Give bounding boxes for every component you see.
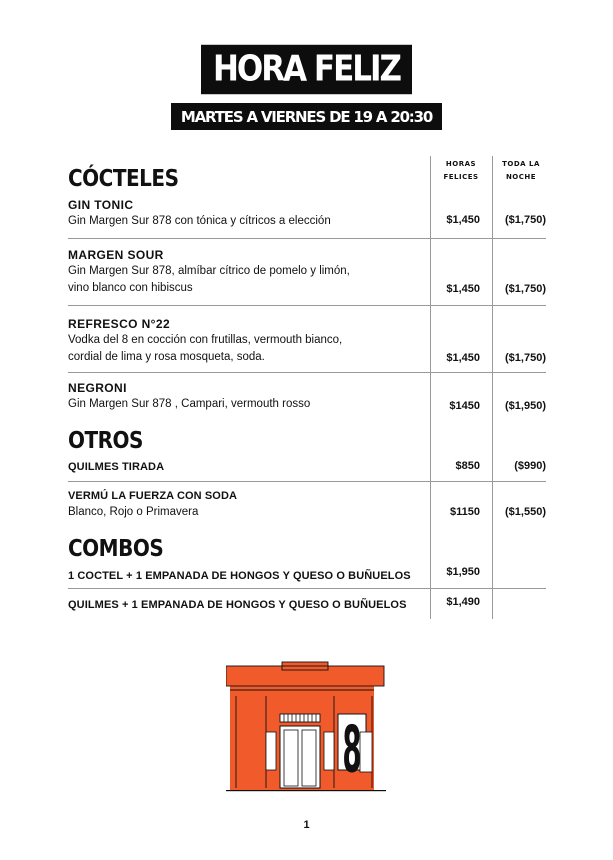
row-divider <box>68 481 546 482</box>
menu-item-quilmes-tirada <box>68 459 546 475</box>
row-divider <box>68 305 546 306</box>
price-happy-hour: $850 <box>455 460 480 472</box>
column-header-line: TODA LA <box>502 160 540 168</box>
section-title-otros: OTROS <box>68 426 143 454</box>
column-header-line: HORAS <box>445 160 477 168</box>
item-name: NEGRONI <box>68 381 127 395</box>
section-title-combos: COMBOS <box>68 534 164 562</box>
section-title-cocteles: CÓCTELES <box>68 164 179 192</box>
item-name: MARGEN SOUR <box>68 248 164 262</box>
row-divider <box>68 372 546 373</box>
price-happy-hour: $1,950 <box>446 566 480 578</box>
building-icon <box>226 660 386 795</box>
menu-item-vermu <box>68 488 546 521</box>
row-divider <box>68 238 546 239</box>
menu-item-combo-quilmes <box>68 597 546 613</box>
price-happy-hour: $1,450 <box>446 214 480 226</box>
price-all-night: ($1,750) <box>505 352 546 364</box>
price-all-night: ($1,750) <box>505 283 546 295</box>
item-name: GIN TONIC <box>68 198 134 212</box>
item-description: Gin Margen Sur 878, almíbar cítrico de pomelo y limón, <box>68 265 350 277</box>
title-wrap <box>0 48 613 91</box>
column-header-line: FELICES <box>443 173 479 181</box>
item-name: 1 COCTEL + 1 EMPANADA DE HONGOS Y QUESO O BUÑUELOS <box>68 570 411 582</box>
menu-item-margen-sour <box>68 247 546 297</box>
price-happy-hour: $1,490 <box>446 596 480 608</box>
item-description: Gin Margen Sur 878 con tónica y cítricos a elección <box>68 215 331 227</box>
price-happy-hour: $1,450 <box>446 352 480 364</box>
price-happy-hour: $1,450 <box>446 283 480 295</box>
menu-item-gin-tonic <box>68 197 546 230</box>
page-subtitle: MARTES A VIERNES DE 19 A 20:30 <box>171 103 442 130</box>
item-description: vino blanco con hibiscus <box>68 282 193 294</box>
row-divider <box>68 588 546 589</box>
item-name: VERMÚ LA FUERZA CON SODA <box>68 490 238 502</box>
item-description: Blanco, Rojo o Primavera <box>68 506 199 518</box>
price-all-night: ($990) <box>514 460 546 472</box>
subtitle-wrap <box>0 103 613 130</box>
item-description: Vodka del 8 en cocción con frutillas, vermouth bianco, <box>68 334 343 346</box>
page-title: HORA FELIZ <box>201 45 412 94</box>
item-name: REFRESCO N°22 <box>68 317 171 331</box>
building-logo <box>226 660 386 800</box>
item-description: Gin Margen Sur 878 , Campari, vermouth rosso <box>68 398 311 410</box>
item-description: cordial de lima y rosa mosqueta, soda. <box>68 351 265 363</box>
column-header-all-night <box>494 158 548 184</box>
item-name: QUILMES + 1 EMPANADA DE HONGOS Y QUESO O BUÑUELOS <box>68 599 407 611</box>
menu-item-refresco-22 <box>68 316 546 366</box>
menu-item-combo-coctel <box>68 568 546 584</box>
price-happy-hour: $1450 <box>449 400 480 412</box>
column-header-happy-hours <box>432 158 490 184</box>
price-all-night: ($1,950) <box>505 400 546 412</box>
price-happy-hour: $1150 <box>450 506 480 518</box>
column-header-line: NOCHE <box>505 173 537 181</box>
page-number: 1 <box>303 819 310 831</box>
menu-item-negroni <box>68 380 546 413</box>
logo-sign-text: 8 <box>342 711 362 787</box>
price-all-night: ($1,550) <box>505 506 546 518</box>
price-all-night: ($1,750) <box>505 214 546 226</box>
item-name: QUILMES TIRADA <box>68 461 165 473</box>
